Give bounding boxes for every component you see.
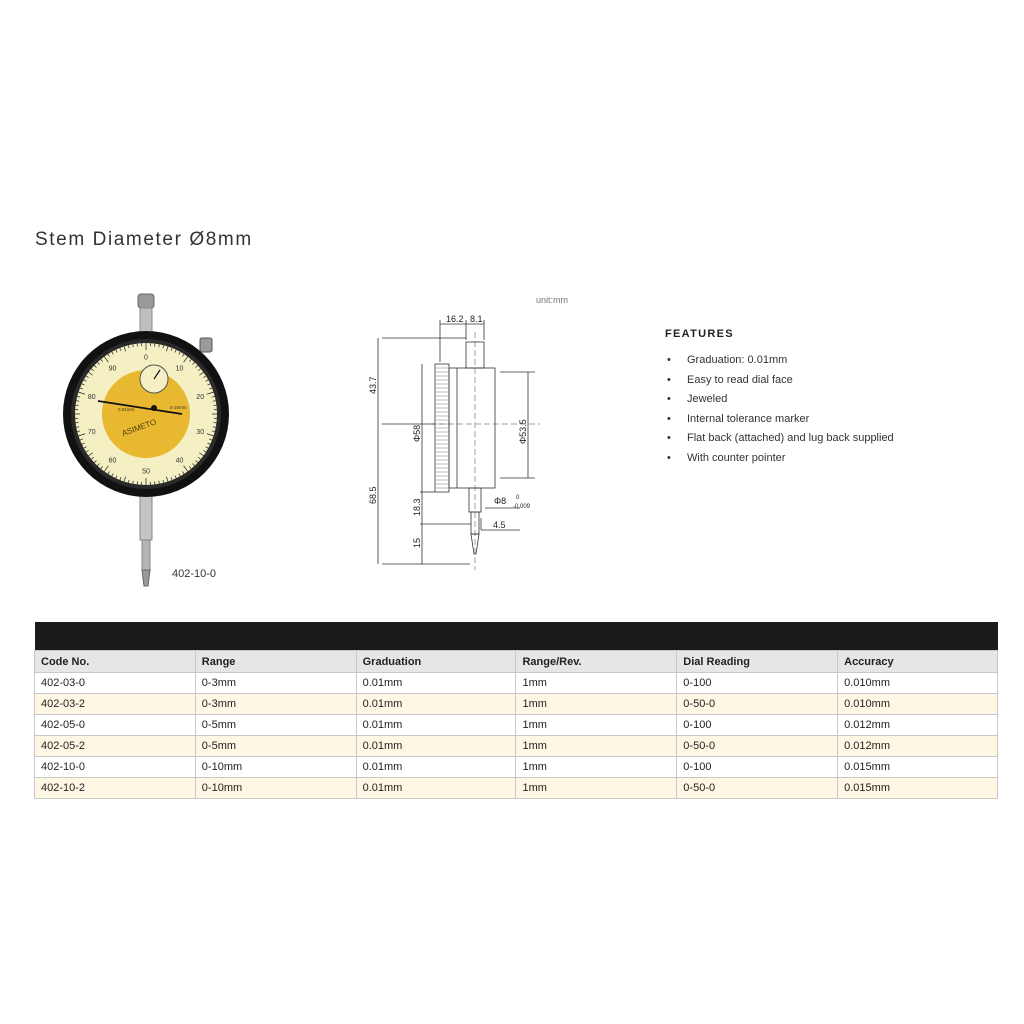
- product-code-label: 402-10-0: [172, 568, 217, 580]
- table-cell: 1mm: [516, 757, 677, 778]
- table-row: [35, 694, 998, 715]
- table-cell: 0-3mm: [195, 673, 356, 694]
- unit-label: unit:mm: [536, 295, 569, 305]
- table-cell: 0.015mm: [838, 757, 998, 778]
- column-header: Accuracy: [838, 651, 998, 673]
- dim-18-3: 18.3: [412, 498, 422, 516]
- dial-tick: [76, 401, 79, 402]
- feature-item: • Graduation: 0.01mm: [665, 353, 1005, 373]
- table-cell: 1mm: [516, 715, 677, 736]
- page-title: Stem Diameter Ø8mm: [35, 229, 253, 250]
- table-cell: 0.015mm: [838, 778, 998, 799]
- table-cell: 0-100: [677, 673, 838, 694]
- dim-8-1: 8.1: [470, 314, 483, 324]
- dial-number: 10: [175, 365, 184, 373]
- dial-number: 30: [196, 429, 205, 437]
- dial-number: 40: [175, 457, 184, 465]
- column-header: Code No.: [35, 651, 196, 673]
- table-cell: 402-10-2: [35, 778, 196, 799]
- table-cell: 0.01mm: [356, 736, 516, 757]
- feature-item: • Easy to read dial face: [665, 373, 1005, 393]
- column-header: Range: [195, 651, 356, 673]
- table-cell: 0-100: [677, 757, 838, 778]
- dim-phi-53-5: Φ53.5: [518, 419, 528, 444]
- dial-tick: [76, 427, 79, 428]
- table-row: [35, 673, 998, 694]
- dim-phi-8-tol-upper: 0: [516, 495, 520, 501]
- dial-tick: [213, 401, 216, 402]
- dim-phi-58: Φ58: [412, 424, 422, 442]
- table-row: [35, 736, 998, 757]
- table-cell: 0.01mm: [356, 694, 516, 715]
- table-cell: 402-03-2: [35, 694, 196, 715]
- spec-table: [34, 622, 998, 799]
- dial-number: 0: [144, 354, 148, 362]
- dim-68-5: 68.5: [368, 486, 378, 504]
- table-cell: 402-05-0: [35, 715, 196, 736]
- table-cell: 1mm: [516, 778, 677, 799]
- table-cell: 1mm: [516, 673, 677, 694]
- column-header: Range/Rev.: [516, 651, 677, 673]
- table-header-bar: [35, 622, 998, 651]
- dim-16-2: 16.2: [446, 314, 464, 324]
- feature-item: • With counter pointer: [665, 451, 1005, 471]
- features-title: FEATURES: [665, 328, 734, 340]
- table-cell: 0.01mm: [356, 673, 516, 694]
- dial-number: 70: [87, 429, 96, 437]
- dial-number: 90: [108, 365, 117, 373]
- dial-tick: [159, 344, 160, 347]
- table-row: [35, 715, 998, 736]
- dim-43-7: 43.7: [368, 376, 378, 394]
- table-cell: 0-10mm: [195, 757, 356, 778]
- table-cell: 0.01mm: [356, 778, 516, 799]
- table-cell: 0.010mm: [838, 694, 998, 715]
- table-row: [35, 757, 998, 778]
- technical-drawing: [360, 292, 590, 577]
- table-cell: 0-50-0: [677, 778, 838, 799]
- table-cell: 402-05-2: [35, 736, 196, 757]
- table-cell: 0-5mm: [195, 715, 356, 736]
- table-cell: 0-50-0: [677, 736, 838, 757]
- dial-indicator-image: [60, 290, 240, 590]
- dial-graduation-text: 0.01mm: [118, 407, 135, 412]
- dial-number: 60: [108, 457, 117, 465]
- feature-item: • Internal tolerance marker: [665, 412, 1005, 432]
- table-cell: 0.01mm: [356, 757, 516, 778]
- column-header: Dial Reading: [677, 651, 838, 673]
- dial-tick: [133, 344, 134, 347]
- dial-tick: [213, 427, 216, 428]
- features-list: [665, 353, 1005, 471]
- table-cell: 1mm: [516, 694, 677, 715]
- table-cell: 0.01mm: [356, 715, 516, 736]
- dial-number: 20: [196, 393, 205, 401]
- table-cell: 1mm: [516, 736, 677, 757]
- table-cell: 0-5mm: [195, 736, 356, 757]
- table-header-row: [35, 651, 998, 673]
- dim-phi-8-tol-lower: -0.009: [513, 504, 531, 510]
- table-row: [35, 778, 998, 799]
- table-cell: 402-03-0: [35, 673, 196, 694]
- table-cell: 0.010mm: [838, 673, 998, 694]
- dim-15: 15: [412, 537, 422, 548]
- dial-brand-text: ASIMETO: [120, 417, 158, 439]
- dial-number: 80: [87, 393, 96, 401]
- column-header: Graduation: [356, 651, 516, 673]
- dial-number: 50: [142, 468, 150, 476]
- table-cell: 0-100: [677, 715, 838, 736]
- table-cell: 0-50-0: [677, 694, 838, 715]
- dial-tick: [159, 481, 160, 484]
- dial-range-text: 0-10mm: [170, 405, 187, 410]
- table-cell: 0-10mm: [195, 778, 356, 799]
- features-section: [665, 328, 1005, 471]
- table-cell: 402-10-0: [35, 757, 196, 778]
- feature-item: • Flat back (attached) and lug back supplied: [665, 431, 1005, 451]
- feature-item: • Jeweled: [665, 392, 1005, 412]
- table-cell: 0.012mm: [838, 715, 998, 736]
- dim-phi-8: Φ8: [494, 496, 507, 506]
- dim-4-5: 4.5: [493, 520, 506, 530]
- table-cell: 0.012mm: [838, 736, 998, 757]
- dial-tick: [133, 481, 134, 484]
- table-cell: 0-3mm: [195, 694, 356, 715]
